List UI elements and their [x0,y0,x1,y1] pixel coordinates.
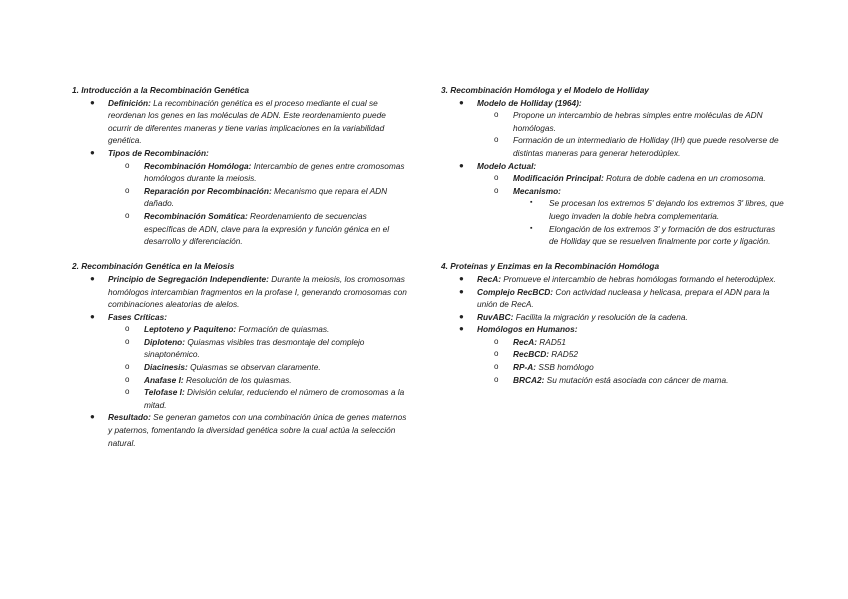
bullet-list-level-2 [477,109,786,159]
item-term: Leptoteno y Paquiteno: [144,324,237,335]
list-item [477,109,786,134]
bullet-icon: o [494,336,499,346]
bullet-icon: o [125,324,130,334]
item-description: Formación de un intermediario de Holliday (IH) que puede resolverse de distintas maneras para generar heterodúplex. [513,135,779,158]
list-item [477,374,786,387]
list-item [441,286,786,311]
list-item [477,185,786,248]
list-item-text [513,348,786,361]
bullet-icon: o [125,374,130,384]
bullet-icon: o [494,362,499,372]
item-description: Se generan gametos con una combinación única de genes maternos y paternos, fomentando la diversidad genética sobre la cual actúa la selección natural. [108,412,407,448]
list-item-text [477,311,786,324]
list-item [477,336,786,349]
item-description: SSB homólogo [536,362,594,373]
item-term: Complejo RecBCD: [477,286,554,297]
list-item [108,210,410,248]
list-item-text [108,97,410,147]
bullet-icon: ● [459,160,464,170]
list-item [108,374,410,387]
item-term: Recombinación Homóloga: [144,160,252,171]
item-description: Quiasmas se observan claramente. [187,362,321,373]
item-description: RAD51 [536,336,567,347]
list-item [108,336,410,361]
item-description: Quiasmas visibles tras desmontaje del complejo sinaptonémico. [144,336,365,360]
list-item [72,311,410,412]
list-item-text [513,374,786,387]
item-description: Su mutación está asociada con cáncer de mama. [544,374,729,385]
bullet-icon: o [125,387,130,397]
bullet-list-level-1 [441,273,786,386]
item-term: Modificación Principal: [513,173,604,184]
list-item-text [477,160,786,173]
list-item-text [108,411,410,449]
bullet-list-level-2 [477,172,786,248]
bullet-list-level-1 [72,273,410,449]
bullet-list-level-1 [72,97,410,248]
bullet-icon: o [494,135,499,145]
section-title: 1. Introducción a la Recombinación Genética [72,85,250,95]
item-term: RecA: [513,336,537,347]
item-term: Mecanismo: [513,185,561,196]
bullet-icon: o [494,185,499,195]
item-description: Elongación de los extremos 3' y formación de dos estructuras de Holliday que se resuelven finalmente por corte y ligación. [549,223,776,247]
item-term: Modelo Actual: [477,160,537,171]
list-item [441,160,786,248]
item-description: Formación de quiasmas. [236,324,330,335]
list-item [477,348,786,361]
item-term: Reparación por Recombinación: [144,185,272,196]
list-item-text [549,223,786,248]
bullet-icon: ● [90,147,95,157]
bullet-icon: ● [459,324,464,334]
list-item-text [477,97,786,110]
item-term: Diploteno: [144,336,186,347]
bullet-icon: o [125,160,130,170]
item-term: Principio de Segregación Independiente: [108,273,269,284]
item-description: Mecanismo que repara el ADN dañado. [144,185,388,209]
item-term: Telofase I: [144,387,185,398]
item-description: RAD52 [548,349,579,360]
item-term: Homólogos en Humanos: [477,324,578,335]
list-item [441,323,786,386]
list-item [108,160,410,185]
bullet-list-level-2 [108,323,410,411]
bullet-list-level-2 [477,336,786,386]
item-term: RuvABC: [477,311,514,322]
bullet-icon: o [125,362,130,372]
list-item-text [144,185,410,210]
bullet-icon: ● [459,311,464,321]
bullet-list-level-1 [441,97,786,248]
list-item-text [144,323,410,336]
list-item [108,323,410,336]
bullet-icon: ● [459,97,464,107]
bullet-icon: ● [459,273,464,283]
list-item-text [144,386,410,411]
list-item [72,147,410,248]
item-term: BRCA2: [513,374,545,385]
item-term: Anafase I: [144,374,184,385]
item-description: Durante la meiosis, los cromosomas homólogos intercambian fragmentos en la profase I, generando cromosomas con combinaciones aleatorias de alelos. [108,273,407,310]
list-item [72,97,410,147]
list-item [108,185,410,210]
item-term: Modelo de Holliday (1964): [477,97,582,108]
left-column [72,84,410,462]
bullet-icon: ● [90,311,95,321]
item-term: RP-A: [513,362,537,373]
item-description: Promueve el intercambio de hebras homólogas formando el heterodúplex. [500,273,776,284]
bullet-icon: o [494,110,499,120]
item-term: RecBCD: [513,349,549,360]
list-item-text [513,109,786,134]
list-item [441,273,786,286]
list-item [108,361,410,374]
bullet-icon: o [125,336,130,346]
list-item [513,197,786,222]
list-item-text [144,361,410,374]
list-item [108,386,410,411]
item-term: Recombinación Somática: [144,210,248,221]
section [441,260,786,386]
bullet-icon: ▪ [530,199,533,207]
item-description: Reordenamiento de secuencias específicas de ADN, clave para la expresión y función génica en el desarrollo y diferenciación. [144,210,390,247]
list-item-text [477,286,786,311]
list-item-text [144,160,410,185]
item-description: Facilita la migración y resolución de la cadena. [513,311,688,322]
list-item [513,223,786,248]
list-item [72,411,410,449]
list-item-text [108,273,410,311]
bullet-list-level-2 [108,160,410,248]
item-description: La recombinación genética es el proceso mediante el cual se reordenan los genes en las moléculas de ADN. Este reordenamiento puede ocurrir de diferentes maneras y tiene varias implicaciones en la variabilidad genética. [108,97,386,146]
bullet-icon: ● [90,273,95,283]
list-item-text [144,336,410,361]
bullet-icon: ▪ [530,224,533,232]
item-description: Propone un intercambio de hebras simples entre moléculas de ADN homólogas. [513,110,763,133]
list-item [477,172,786,185]
list-item-text [477,273,786,286]
bullet-icon: o [125,185,130,195]
list-item-text [549,197,786,222]
item-description: Resolución de los quiasmas. [183,374,292,385]
list-item-text [513,336,786,349]
list-item [441,97,786,160]
section-title: 3. Recombinación Homóloga y el Modelo de Holliday [441,85,649,95]
list-item [441,311,786,324]
item-term: Tipos de Recombinación: [108,147,209,158]
list-item-text [513,185,786,198]
bullet-list-level-3 [513,197,786,247]
list-item-text [144,374,410,387]
bullet-icon: o [494,173,499,183]
item-term: Fases Críticas: [108,311,168,322]
bullet-icon: ● [90,412,95,422]
section-title: 4. Proteínas y Enzimas en la Recombinación Homóloga [441,261,660,272]
section [72,260,410,449]
item-description: Rotura de doble cadena en un cromosoma. [603,173,766,184]
item-description: Se procesan los extremos 5' dejando los extremos 3' libres, que luego invaden la doble hebra complementaria. [549,198,784,221]
bullet-icon: ● [459,286,464,296]
list-item-text [513,361,786,374]
list-item-text [477,323,786,336]
list-item-text [513,172,786,185]
item-description: División celular, reduciendo el número de cromosomas a la mitad. [144,387,405,410]
bullet-icon: o [494,349,499,359]
item-term: Definición: [108,97,151,108]
bullet-icon: o [125,210,130,220]
list-item-text [144,210,410,248]
list-item-text [108,311,410,324]
list-item [477,134,786,159]
item-term: Resultado: [108,412,151,423]
item-description: Intercambio de genes entre cromosomas homólogos durante la meiosis. [144,160,405,184]
section [72,84,410,248]
list-item [477,361,786,374]
list-item-text [513,134,786,159]
list-item-text [108,147,410,160]
section [441,84,786,248]
list-item [72,273,410,311]
section-title: 2. Recombinación Genética en la Meiosis [72,261,235,272]
right-column [441,84,786,399]
bullet-icon: ● [90,97,95,107]
bullet-icon: o [494,374,499,384]
item-description: Con actividad nucleasa y helicasa, prepara el ADN para la unión de RecA. [477,286,770,310]
item-term: RecA: [477,273,501,284]
item-term: Diacinesis: [144,362,188,373]
